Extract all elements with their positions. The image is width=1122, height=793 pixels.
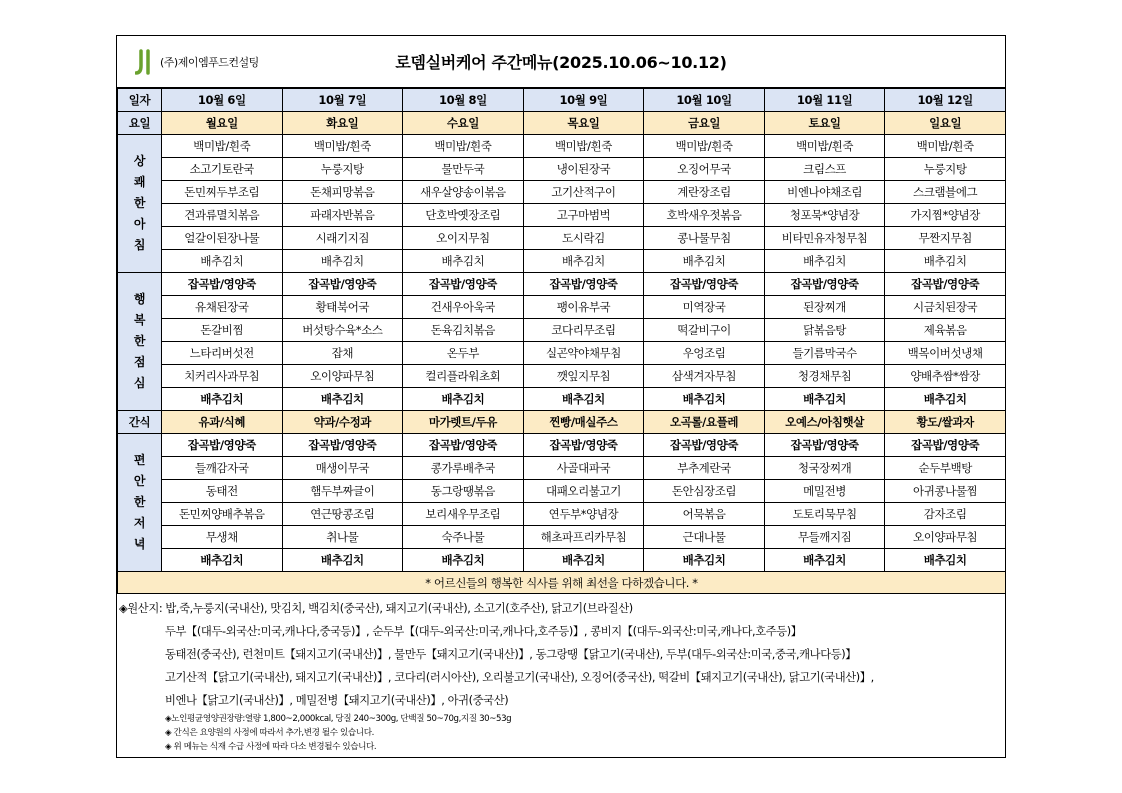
menu-item: 배추김치: [403, 250, 524, 273]
menu-item: 청포묵*양념장: [764, 204, 885, 227]
menu-item: 배추김치: [523, 250, 644, 273]
menu-item: 아귀콩나물찜: [885, 480, 1006, 503]
weekday-cell: 화요일: [282, 112, 403, 135]
menu-item: 돈민찌두부조림: [162, 181, 283, 204]
menu-item: 배추김치: [644, 250, 765, 273]
date-cell: 10월 6일: [162, 89, 283, 112]
menu-item: 백미밥/흰죽: [403, 135, 524, 158]
menu-item: 배추김치: [885, 388, 1006, 411]
menu-item: 고구마범벅: [523, 204, 644, 227]
menu-item: 잡곡밥/영양죽: [282, 273, 403, 296]
menu-item: 매생이무국: [282, 457, 403, 480]
menu-item: 오이양파무침: [282, 365, 403, 388]
weekday-cell: 금요일: [644, 112, 765, 135]
menu-item: 닭볶음탕: [764, 319, 885, 342]
menu-item: 치커리사과무침: [162, 365, 283, 388]
menu-item: 배추김치: [644, 549, 765, 572]
menu-item: 돈안심장조림: [644, 480, 765, 503]
menu-row: [118, 526, 1006, 549]
menu-item: 잡곡밥/영양죽: [162, 273, 283, 296]
menu-item: 느타리버섯전: [162, 342, 283, 365]
menu-row: [118, 319, 1006, 342]
menu-item: 오이양파무침: [885, 526, 1006, 549]
menu-item: 돈민찌양배추볶음: [162, 503, 283, 526]
menu-item: 백미밥/흰죽: [162, 135, 283, 158]
snack-cell: 황도/쌀과자: [885, 411, 1006, 434]
menu-item: 미역장국: [644, 296, 765, 319]
menu-item: 오징어무국: [644, 158, 765, 181]
date-cell: 10월 7일: [282, 89, 403, 112]
menu-item: 누룽지탕: [282, 158, 403, 181]
menu-item: 얼갈이된장나물: [162, 227, 283, 250]
weekday-cell: 토요일: [764, 112, 885, 135]
menu-item: 숙주나물: [403, 526, 524, 549]
origin-line: 동태전(중국산), 런천미트【돼지고기(국내산)】, 물만두【돼지고기(국내산)】, 동그랑땡【닭고기(국내산), 두부(대두-외국산:미국,중국,캐나다등)】: [165, 648, 857, 661]
menu-item: 배추김치: [282, 549, 403, 572]
menu-item: 연근땅콩조림: [282, 503, 403, 526]
menu-item: 파래자반볶음: [282, 204, 403, 227]
snack-cell: 마가렛트/두유: [403, 411, 524, 434]
menu-item: 취나물: [282, 526, 403, 549]
menu-item: 백미밥/흰죽: [644, 135, 765, 158]
weekday-cell: 수요일: [403, 112, 524, 135]
menu-item: 배추김치: [885, 549, 1006, 572]
weekday-cell: 목요일: [523, 112, 644, 135]
menu-item: 물만두국: [403, 158, 524, 181]
menu-item: 잡곡밥/영양죽: [644, 273, 765, 296]
date-cell: 10월 12일: [885, 89, 1006, 112]
menu-item: 배추김치: [764, 250, 885, 273]
menu-item: 무짠지무침: [885, 227, 1006, 250]
origin-line: 두부【(대두-외국산:미국,캐나다,중국등)】, 순두부【(대두-외국산:미국,캐나다,호주등)】, 콩비지【(대두-외국산:미국,캐나다,호주등)】: [165, 625, 802, 638]
menu-item: 온두부: [403, 342, 524, 365]
menu-item: 백미밥/흰죽: [523, 135, 644, 158]
menu-item: 배추김치: [885, 250, 1006, 273]
menu-item: 대패오리불고기: [523, 480, 644, 503]
menu-item: 양배추쌈*쌈장: [885, 365, 1006, 388]
menu-item: 잡곡밥/영양죽: [523, 273, 644, 296]
menu-table: [117, 88, 1006, 594]
menu-item: 삼색겨자무침: [644, 365, 765, 388]
menu-item: 청경채무침: [764, 365, 885, 388]
menu-item: 근대나물: [644, 526, 765, 549]
menu-item: 잡곡밥/영양죽: [403, 273, 524, 296]
menu-item: 시래기지짐: [282, 227, 403, 250]
menu-item: 무생채: [162, 526, 283, 549]
menu-item: 가지찜*양념장: [885, 204, 1006, 227]
menu-item: 코다리무조림: [523, 319, 644, 342]
snack-cell: 오예스/아침햇살: [764, 411, 885, 434]
menu-item: 들기름막국수: [764, 342, 885, 365]
menu-item: 백미밥/흰죽: [885, 135, 1006, 158]
menu-row: [118, 549, 1006, 572]
snack-cell: 유과/식혜: [162, 411, 283, 434]
menu-item: 백미밥/흰죽: [764, 135, 885, 158]
menu-item: 새우살양송이볶음: [403, 181, 524, 204]
weekday-row: [118, 112, 1006, 135]
menu-row: [118, 480, 1006, 503]
menu-item: 콩나물무침: [644, 227, 765, 250]
menu-item: 백목이버섯냉채: [885, 342, 1006, 365]
date-cell: 10월 9일: [523, 89, 644, 112]
weekday-label: 요일: [118, 112, 162, 135]
weekday-cell: 일요일: [885, 112, 1006, 135]
menu-item: 오이지무침: [403, 227, 524, 250]
menu-item: 단호박옛장조림: [403, 204, 524, 227]
menu-item: 잡곡밥/영양죽: [523, 434, 644, 457]
menu-item: 누룽지탕: [885, 158, 1006, 181]
menu-sheet: [116, 35, 1006, 758]
menu-item: 돈육김치볶음: [403, 319, 524, 342]
menu-item: 잡곡밥/영양죽: [282, 434, 403, 457]
menu-item: 스크램블에그: [885, 181, 1006, 204]
menu-item: 순두부백탕: [885, 457, 1006, 480]
menu-item: 콩가루배추국: [403, 457, 524, 480]
menu-row: [118, 365, 1006, 388]
menu-item: 동태전: [162, 480, 283, 503]
menu-item: 사골대파국: [523, 457, 644, 480]
menu-item: 시금치된장국: [885, 296, 1006, 319]
menu-item: 건새우아욱국: [403, 296, 524, 319]
menu-item: 잡곡밥/영양죽: [162, 434, 283, 457]
snack-cell: 찐빵/매실주스: [523, 411, 644, 434]
menu-item: 배추김치: [523, 388, 644, 411]
menu-row: [118, 296, 1006, 319]
menu-item: 고기산적구이: [523, 181, 644, 204]
menu-row: [118, 434, 1006, 457]
menu-item: 청국장찌개: [764, 457, 885, 480]
menu-item: 보리새우무조림: [403, 503, 524, 526]
menu-item: 떡갈비구이: [644, 319, 765, 342]
origin-notes: [117, 594, 1005, 754]
menu-item: 제육볶음: [885, 319, 1006, 342]
menu-item: 유채된장국: [162, 296, 283, 319]
menu-item: 잡곡밥/영양죽: [885, 434, 1006, 457]
menu-item: 된장찌개: [764, 296, 885, 319]
menu-item: 돈갈비찜: [162, 319, 283, 342]
menu-item: 어묵볶음: [644, 503, 765, 526]
menu-item: 잡곡밥/영양죽: [764, 434, 885, 457]
menu-item: 배추김치: [282, 388, 403, 411]
origin-line: 고기산적【닭고기(국내산), 돼지고기(국내산)】, 코다리(러시아산), 오리불고기(국내산), 오징어(중국산), 떡갈비【돼지고기(국내산), 닭고기(국내산)】,: [165, 671, 874, 684]
menu-item: 우엉조림: [644, 342, 765, 365]
menu-item: 배추김치: [764, 388, 885, 411]
menu-item: 잡채: [282, 342, 403, 365]
origin-line: 비엔나【닭고기(국내산)】, 메밀전병【돼지고기(국내산)】, 아귀(중국산): [165, 694, 509, 707]
menu-item: 들깨감자국: [162, 457, 283, 480]
menu-row: [118, 227, 1006, 250]
menu-item: 잡곡밥/영양죽: [644, 434, 765, 457]
menu-row: [118, 457, 1006, 480]
snack-label: 간식: [118, 411, 162, 434]
motto-text: * 어르신들의 행복한 식사를 위해 최선을 다하겠습니다. *: [118, 572, 1006, 594]
menu-item: 잡곡밥/영양죽: [764, 273, 885, 296]
nutrition-note: ◈노인평균영양권장량:열량 1,800~2,000kcal, 당질 240~300g, 단백질 50~70g,지질 30~53g: [165, 714, 512, 724]
menu-item: 계란장조림: [644, 181, 765, 204]
nutrition-note: ◈ 위 메뉴는 식재 수급 사정에 따라 다소 변경될수 있습니다.: [165, 742, 377, 752]
company-name: (주)제이엠푸드컨설팅: [160, 56, 259, 69]
date-label: 일자: [118, 89, 162, 112]
menu-item: 황태북어국: [282, 296, 403, 319]
page-title: 로뎀실버케어 주간메뉴(2025.10.06~10.12): [395, 53, 727, 72]
menu-item: 연두부*양념장: [523, 503, 644, 526]
menu-item: 비타민유자청무침: [764, 227, 885, 250]
menu-item: 동그랑땡볶음: [403, 480, 524, 503]
menu-row: [118, 342, 1006, 365]
menu-row: [118, 204, 1006, 227]
menu-item: 버섯탕수육*소스: [282, 319, 403, 342]
snack-cell: 오곡롤/요플레: [644, 411, 765, 434]
date-cell: 10월 8일: [403, 89, 524, 112]
menu-row: [118, 135, 1006, 158]
menu-item: 도토리묵무침: [764, 503, 885, 526]
menu-row: [118, 181, 1006, 204]
menu-item: 호박새우젓볶음: [644, 204, 765, 227]
date-row: [118, 89, 1006, 112]
menu-item: 잡곡밥/영양죽: [403, 434, 524, 457]
menu-item: 컬리플라워초회: [403, 365, 524, 388]
menu-item: 실곤약야채무침: [523, 342, 644, 365]
snack-row: [118, 411, 1006, 434]
menu-item: 배추김치: [282, 250, 403, 273]
menu-item: 감자조림: [885, 503, 1006, 526]
motto-row: [118, 572, 1006, 594]
menu-item: 배추김치: [523, 549, 644, 572]
menu-item: 팽이유부국: [523, 296, 644, 319]
menu-item: 크림스프: [764, 158, 885, 181]
menu-item: 메밀전병: [764, 480, 885, 503]
menu-item: 깻잎지무침: [523, 365, 644, 388]
meal-label: 행 복 한 점 심: [118, 273, 162, 411]
menu-item: 배추김치: [162, 549, 283, 572]
menu-item: 부추계란국: [644, 457, 765, 480]
weekday-cell: 월요일: [162, 112, 283, 135]
menu-row: [118, 503, 1006, 526]
menu-item: 배추김치: [644, 388, 765, 411]
menu-item: 배추김치: [162, 250, 283, 273]
menu-item: 견과류멸치볶음: [162, 204, 283, 227]
menu-item: 돈채피망볶음: [282, 181, 403, 204]
menu-row: [118, 388, 1006, 411]
menu-row: [118, 273, 1006, 296]
menu-item: 햄두부짜글이: [282, 480, 403, 503]
menu-item: 비엔나야채조림: [764, 181, 885, 204]
menu-item: 소고기토란국: [162, 158, 283, 181]
menu-item: 냉이된장국: [523, 158, 644, 181]
nutrition-note: ◈ 간식은 요양원의 사정에 따라서 추가,변경 될수 있습니다.: [165, 728, 374, 738]
snack-cell: 약과/수정과: [282, 411, 403, 434]
menu-item: 배추김치: [403, 549, 524, 572]
menu-item: 잡곡밥/영양죽: [885, 273, 1006, 296]
menu-row: [118, 158, 1006, 181]
menu-item: 해초파프리카무침: [523, 526, 644, 549]
menu-item: 배추김치: [403, 388, 524, 411]
menu-item: 도시락김: [523, 227, 644, 250]
menu-item: 배추김치: [162, 388, 283, 411]
date-cell: 10월 10일: [644, 89, 765, 112]
sheet-header: [117, 36, 1005, 88]
menu-item: 무들깨지짐: [764, 526, 885, 549]
date-cell: 10월 11일: [764, 89, 885, 112]
origin-line: ◈원산지: 밥,죽,누룽지(국내산), 맛김치, 백김치(중국산), 돼지고기(국내산), 소고기(호주산), 닭고기(브라질산): [119, 602, 633, 615]
meal-label: 편 안 한 저 녁: [118, 434, 162, 572]
meal-label: 상 쾌 한 아 침: [118, 135, 162, 273]
menu-row: [118, 250, 1006, 273]
menu-item: 배추김치: [764, 549, 885, 572]
menu-item: 백미밥/흰죽: [282, 135, 403, 158]
